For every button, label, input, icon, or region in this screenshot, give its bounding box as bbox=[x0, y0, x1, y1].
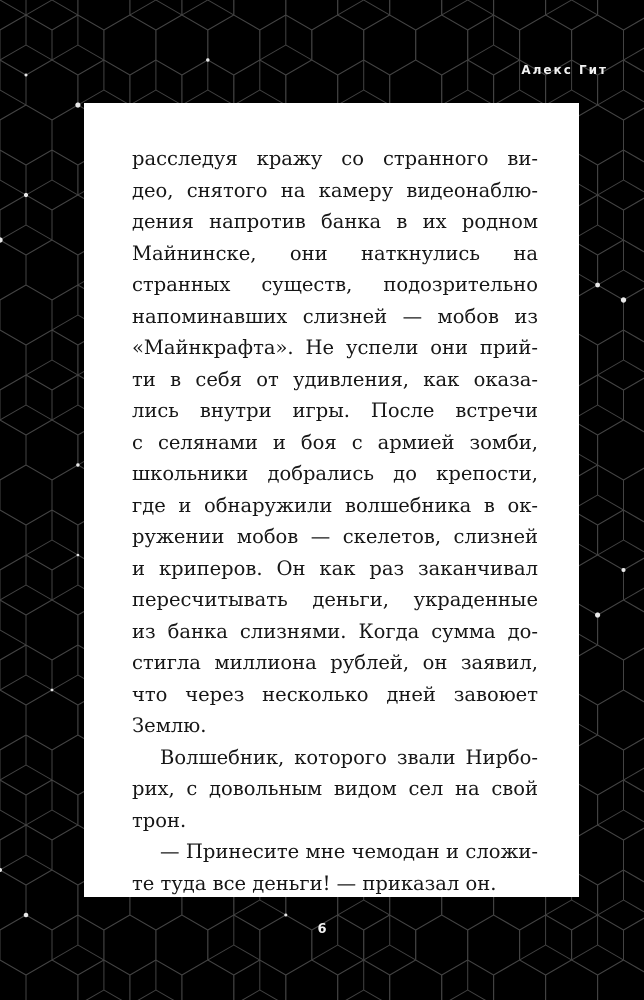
glow-node bbox=[76, 463, 79, 466]
cube-edge bbox=[0, 45, 26, 60]
cube-edge bbox=[546, 900, 572, 915]
hex-cell bbox=[494, 0, 546, 30]
hex-cell bbox=[26, 870, 78, 930]
glow-node bbox=[622, 568, 626, 572]
cube-edge bbox=[0, 630, 26, 645]
cube-edge bbox=[52, 45, 78, 60]
cube-edge bbox=[52, 945, 78, 960]
cube-edge bbox=[52, 540, 78, 555]
text-panel bbox=[84, 103, 579, 897]
cube-edge bbox=[78, 990, 104, 1000]
hex-cell bbox=[572, 645, 624, 705]
cube-edge bbox=[624, 180, 644, 195]
cube-edge bbox=[442, 990, 468, 1000]
glow-node bbox=[595, 283, 600, 288]
cube-edge bbox=[104, 990, 130, 1000]
cube-edge bbox=[572, 945, 598, 960]
hex-cell bbox=[0, 690, 26, 750]
text-line-paragraph-end: трон. bbox=[132, 808, 187, 832]
hex-cell bbox=[0, 330, 26, 390]
hex-cell bbox=[0, 510, 26, 570]
text-line: напоминавших слизней — мобов из bbox=[132, 304, 538, 328]
text-line: странных существ, подозрительно bbox=[132, 273, 538, 296]
cube-edge bbox=[598, 180, 624, 195]
cube-edge bbox=[572, 900, 598, 915]
cube-edge bbox=[624, 270, 644, 285]
cube-edge bbox=[312, 945, 338, 960]
cube-edge bbox=[26, 405, 52, 420]
cube-edge bbox=[182, 0, 208, 15]
hex-cell bbox=[494, 960, 546, 1000]
cube-edge bbox=[468, 0, 494, 15]
hex-cell bbox=[182, 0, 234, 30]
cube-edge bbox=[624, 540, 644, 555]
hex-cell bbox=[0, 420, 26, 480]
cube-edge bbox=[208, 0, 234, 15]
hex-cell bbox=[0, 150, 26, 210]
hex-cell bbox=[0, 285, 52, 345]
cube-edge bbox=[52, 315, 78, 330]
cube-edge bbox=[0, 225, 26, 240]
text-line-paragraph-end: Землю. bbox=[132, 714, 207, 737]
hex-cell bbox=[130, 0, 182, 30]
cube-edge bbox=[624, 810, 644, 825]
text-line: школьники добрались до крепости, bbox=[132, 462, 538, 485]
hex-cell bbox=[572, 735, 624, 795]
cube-edge bbox=[0, 90, 26, 105]
hex-cell bbox=[0, 60, 26, 120]
glow-node bbox=[51, 689, 54, 692]
hex-cell bbox=[598, 240, 644, 300]
hex-cell bbox=[182, 960, 234, 1000]
text-line: дения напротив банка в их родном bbox=[132, 210, 538, 233]
cube-edge bbox=[52, 405, 78, 420]
hex-cell bbox=[442, 0, 494, 30]
cube-edge bbox=[26, 810, 52, 825]
text-line-paragraph-end: те туда все деньги! — приказал он. bbox=[132, 871, 497, 895]
cube-edge bbox=[364, 900, 390, 915]
cube-edge bbox=[26, 585, 52, 600]
hex-cell bbox=[0, 0, 26, 30]
hex-cell bbox=[78, 0, 130, 30]
text-line: и криперов. Он как раз заканчивал bbox=[132, 556, 538, 580]
hex-cell bbox=[598, 0, 644, 30]
cube-edge bbox=[624, 45, 644, 60]
hex-cell bbox=[0, 600, 26, 660]
cube-edge bbox=[26, 765, 52, 780]
glow-node bbox=[75, 102, 80, 107]
cube-edge bbox=[52, 360, 78, 375]
page-number: 6 bbox=[317, 922, 327, 937]
hex-cell bbox=[598, 690, 644, 750]
cube-edge bbox=[0, 0, 26, 15]
hex-cell bbox=[312, 15, 364, 75]
hex-cell bbox=[416, 15, 468, 75]
cube-edge bbox=[234, 900, 260, 915]
hex-cell bbox=[390, 960, 442, 1000]
hex-cell bbox=[208, 15, 260, 75]
cube-edge bbox=[598, 90, 624, 105]
cube-edge bbox=[546, 945, 572, 960]
cube-edge bbox=[156, 0, 182, 15]
cube-edge bbox=[0, 810, 26, 825]
cube-edge bbox=[598, 810, 624, 825]
text-line: где и обнаружили волшебника в ок- bbox=[132, 493, 538, 517]
cube-edge bbox=[52, 180, 78, 195]
cube-edge bbox=[0, 855, 26, 870]
text-line: с селянами и боя с армией зомби, bbox=[132, 430, 538, 454]
cube-edge bbox=[598, 225, 624, 240]
cube-edge bbox=[234, 945, 260, 960]
text-line: ружении мобов — скелетов, слизней bbox=[132, 525, 538, 548]
hex-cell bbox=[598, 330, 644, 390]
hex-cell bbox=[0, 465, 52, 525]
text-line: из банка слизнями. Когда сумма до- bbox=[132, 619, 538, 643]
text-line: рих, с довольным видом сел на свой bbox=[132, 777, 538, 800]
cube-edge bbox=[598, 360, 624, 375]
hex-cell bbox=[598, 600, 644, 660]
hex-cell bbox=[0, 240, 26, 300]
hex-cell bbox=[598, 150, 644, 210]
cube-edge bbox=[26, 855, 52, 870]
hex-cell bbox=[390, 0, 442, 30]
cube-edge bbox=[26, 225, 52, 240]
hex-cell bbox=[572, 285, 624, 345]
cube-edge bbox=[572, 0, 598, 15]
cube-edge bbox=[338, 0, 364, 15]
glow-node bbox=[595, 612, 600, 617]
text-line: что через несколько дней завоюет bbox=[132, 682, 538, 706]
glow-node bbox=[24, 913, 29, 918]
hex-cell bbox=[0, 780, 26, 840]
cube-edge bbox=[52, 0, 78, 15]
cube-edge bbox=[598, 900, 624, 915]
cube-edge bbox=[52, 810, 78, 825]
glow-node bbox=[77, 554, 80, 557]
hex-cell bbox=[0, 105, 52, 165]
cube-edge bbox=[130, 0, 156, 15]
cube-edge bbox=[260, 45, 286, 60]
cube-edge bbox=[26, 360, 52, 375]
hex-cell bbox=[234, 0, 286, 30]
cube-edge bbox=[234, 990, 260, 1000]
hex-cell bbox=[546, 960, 598, 1000]
hex-cell bbox=[338, 0, 390, 30]
hex-cell bbox=[598, 420, 644, 480]
hex-cell bbox=[26, 690, 78, 750]
hex-cell bbox=[572, 555, 624, 615]
cube-edge bbox=[260, 900, 286, 915]
cube-edge bbox=[520, 945, 546, 960]
text-line: лись внутри игры. После встречи bbox=[132, 399, 538, 422]
hex-cell bbox=[26, 240, 78, 300]
cube-edge bbox=[624, 765, 644, 780]
cube-edge bbox=[78, 945, 104, 960]
cube-edge bbox=[598, 495, 624, 510]
hex-cell bbox=[26, 600, 78, 660]
cube-edge bbox=[130, 990, 156, 1000]
cube-edge bbox=[468, 45, 494, 60]
text-line-paragraph-start: Волшебник, которого звали Нирбо- bbox=[160, 745, 538, 769]
cube-edge bbox=[364, 990, 390, 1000]
cube-edge bbox=[364, 0, 390, 15]
cube-edge bbox=[0, 585, 26, 600]
cube-edge bbox=[598, 540, 624, 555]
hex-cell bbox=[156, 15, 208, 75]
hex-cell bbox=[26, 0, 78, 30]
cube-edge bbox=[52, 675, 78, 690]
cube-edge bbox=[624, 585, 644, 600]
cube-edge bbox=[156, 990, 182, 1000]
hex-cell bbox=[598, 960, 644, 1000]
cube-edge bbox=[78, 45, 104, 60]
hex-cell bbox=[286, 960, 338, 1000]
text-line-paragraph-start: — Принесите мне чемодан и сложи- bbox=[160, 840, 538, 863]
hex-cell bbox=[0, 870, 26, 930]
cube-edge bbox=[0, 765, 26, 780]
cube-edge bbox=[208, 945, 234, 960]
cube-edge bbox=[286, 45, 312, 60]
hex-cell bbox=[598, 510, 644, 570]
text-line: ти в себя от удивления, как оказа- bbox=[132, 367, 538, 391]
glow-node bbox=[284, 914, 287, 917]
hex-cell bbox=[104, 15, 156, 75]
cube-edge bbox=[260, 990, 286, 1000]
glow-node bbox=[206, 58, 209, 61]
glow-node bbox=[621, 297, 626, 302]
text-line: расследуя кражу со странного ви- bbox=[132, 147, 538, 170]
cube-edge bbox=[26, 45, 52, 60]
cube-edge bbox=[494, 45, 520, 60]
text-line: пересчитывать деньги, украденные bbox=[132, 588, 538, 611]
hex-cell bbox=[26, 60, 78, 120]
cube-edge bbox=[26, 180, 52, 195]
text-line: стигла миллиона рублей, он заявил, bbox=[132, 651, 538, 674]
cube-edge bbox=[624, 900, 644, 915]
cube-edge bbox=[338, 900, 364, 915]
cube-edge bbox=[26, 0, 52, 15]
hex-cell bbox=[572, 825, 624, 885]
hex-cell bbox=[0, 960, 26, 1000]
cube-edge bbox=[624, 360, 644, 375]
cube-edge bbox=[624, 90, 644, 105]
cube-edge bbox=[468, 990, 494, 1000]
hex-cell bbox=[26, 960, 78, 1000]
cube-edge bbox=[598, 405, 624, 420]
cube-edge bbox=[598, 270, 624, 285]
hex-cell bbox=[26, 420, 78, 480]
hex-cell bbox=[286, 0, 338, 30]
cube-edge bbox=[442, 0, 468, 15]
cube-edge bbox=[338, 990, 364, 1000]
hex-cell bbox=[364, 15, 416, 75]
cube-edge bbox=[0, 405, 26, 420]
cube-edge bbox=[0, 675, 26, 690]
cube-edge bbox=[0, 180, 26, 195]
cube-edge bbox=[338, 945, 364, 960]
hex-cell bbox=[546, 0, 598, 30]
hex-cell bbox=[598, 870, 644, 930]
cube-edge bbox=[598, 945, 624, 960]
cube-edge bbox=[390, 945, 416, 960]
text-line: «Майнкрафта». Не успели они прий- bbox=[132, 336, 538, 359]
text-line: Майнинске, они наткнулись на bbox=[132, 241, 538, 265]
running-header-author: Алекс Гит bbox=[521, 63, 608, 77]
cube-edge bbox=[26, 540, 52, 555]
hex-cell bbox=[572, 105, 624, 165]
body-text bbox=[132, 143, 538, 899]
cube-edge bbox=[364, 945, 390, 960]
text-line: део, снятого на камеру видеонаблю- bbox=[132, 178, 538, 202]
glow-node bbox=[25, 74, 28, 77]
cube-edge bbox=[26, 675, 52, 690]
cube-edge bbox=[52, 585, 78, 600]
cube-edge bbox=[546, 0, 572, 15]
glow-node bbox=[24, 193, 28, 197]
hex-cell bbox=[598, 780, 644, 840]
